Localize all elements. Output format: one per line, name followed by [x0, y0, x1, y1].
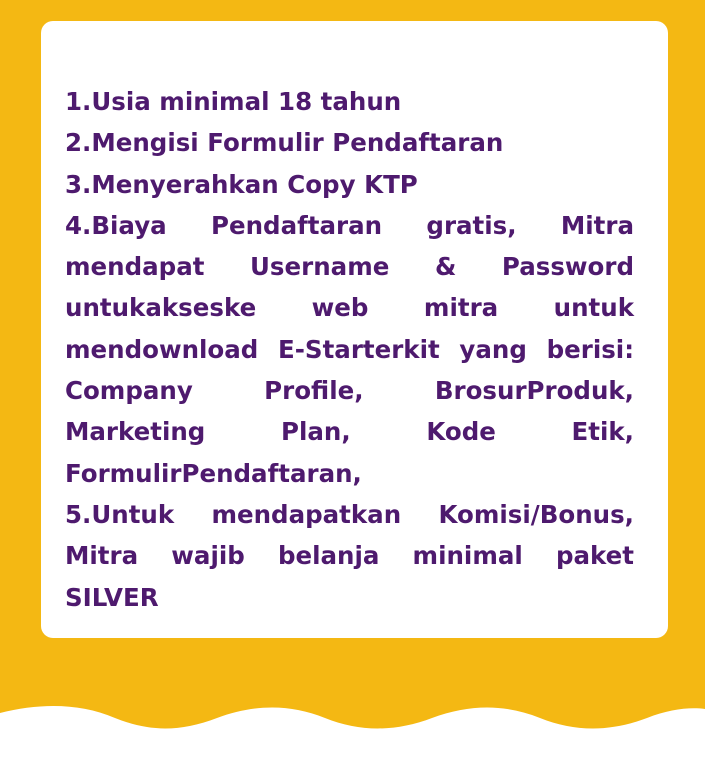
requirement-item-4: 4.Biaya Pendaftaran gratis, Mitra mendapat Username & Password untukakseske web mitra untuk mendownload E-Starterkit yang berisi: Company Profile, BrosurProduk, Marketing Plan, Kode Etik, FormulirPendaftaran,: [65, 210, 634, 488]
requirement-item-3: 3.Menyerahkan Copy KTP: [65, 169, 418, 199]
wave-divider: [0, 706, 705, 768]
requirement-item-2: 2.Mengisi Formulir Pendaftaran: [65, 128, 504, 158]
requirement-item-1: 1.Usia minimal 18 tahun: [65, 87, 402, 116]
requirements-list: [65, 81, 634, 618]
requirement-item-5: 5.Untuk mendapatkan Komisi/Bonus, Mitra wajib belanja minimal paket SILVER: [65, 499, 634, 612]
requirements-card: [41, 21, 668, 638]
